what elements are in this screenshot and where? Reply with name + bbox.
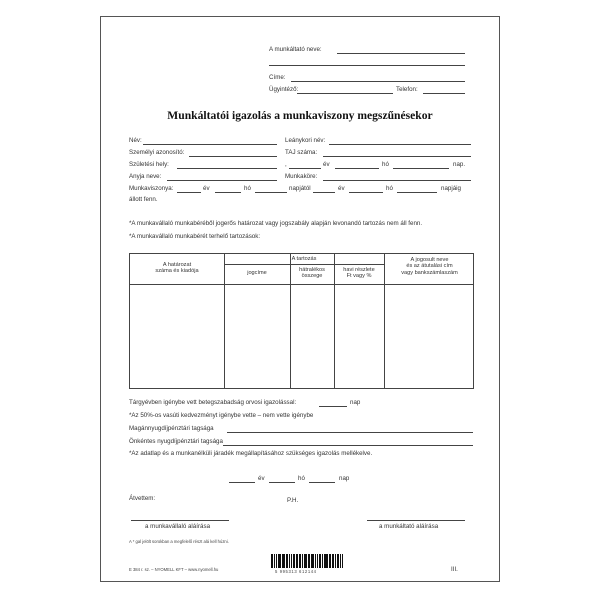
employment-end-year-label: év <box>338 185 345 192</box>
birth-month-line[interactable] <box>335 168 379 169</box>
barcode-bar <box>332 554 333 568</box>
employment-start-day-line[interactable] <box>255 192 287 193</box>
date-month-label: hó <box>298 475 305 482</box>
taj-line[interactable] <box>323 156 471 157</box>
barcode-image <box>271 554 344 568</box>
birth-day-label: nap. <box>453 161 466 168</box>
date-day-label: nap <box>339 475 350 482</box>
col-monthly-rate: havi részlete Ft vagy % <box>343 267 375 280</box>
col-debt-group: A tartozás <box>291 256 317 262</box>
birthplace-line[interactable] <box>177 168 277 169</box>
employment-start-month-label: hó <box>244 185 251 192</box>
barcode-bar <box>279 554 281 568</box>
sick-leave-label: Tárgyévben igénybe vett betegszabadság orvosi igazolással: <box>129 399 297 406</box>
barcode-bar <box>302 554 303 568</box>
received-label: Átvettem: <box>129 495 156 502</box>
private-pension-line[interactable] <box>227 432 473 433</box>
taj-label: TAJ száma: <box>285 149 318 156</box>
deductions-table <box>129 253 474 389</box>
name-line[interactable] <box>143 144 277 145</box>
birth-day-line[interactable] <box>393 168 449 169</box>
phone-line[interactable] <box>423 93 465 94</box>
employment-start-year-line[interactable] <box>177 192 201 193</box>
birth-month-label: hó <box>382 161 389 168</box>
barcode-bar <box>324 554 325 568</box>
barcode-bar <box>335 554 336 568</box>
voluntary-pension-line[interactable] <box>223 445 473 446</box>
employer-name-label: A munkáltató neve: <box>269 46 322 53</box>
discount-note: *Az 50%-os vasúti kedvezményt igénybe vette – nem vette igénybe <box>129 412 314 419</box>
private-pension-label: Magánnyugdíjpénztári tagsága <box>129 425 214 432</box>
date-year-label: év <box>258 475 265 482</box>
date-day-line[interactable] <box>309 482 335 483</box>
barcode-bar <box>338 554 339 568</box>
birth-year-line[interactable] <box>289 168 321 169</box>
employer-name-line[interactable] <box>337 53 465 54</box>
mother-name-line[interactable] <box>167 180 277 181</box>
comma-label: , <box>285 161 287 168</box>
workplace-label: Munkaköre: <box>285 173 318 180</box>
barcode-bar <box>342 554 343 568</box>
footnote: A * gal jelölt sorokban a megfelelő részt alá kell húzni. <box>129 539 229 544</box>
barcode-bar <box>320 554 321 568</box>
employment-end-month-line[interactable] <box>349 192 383 193</box>
barcode-bar <box>283 554 284 568</box>
employee-signature-line[interactable] <box>131 520 229 521</box>
employee-signature-label: a munkavállaló aláírása <box>145 523 211 530</box>
col-beneficiary: A jogosult neve és az átutalási cím vagy bankszámlaszám <box>401 257 458 276</box>
employment-start-month-line[interactable] <box>215 192 241 193</box>
barcode-bar <box>291 554 292 568</box>
form-sheet <box>100 16 500 582</box>
sick-leave-unit: nap <box>350 399 361 406</box>
personal-id-label: Személyi azonosító: <box>129 149 185 156</box>
print-code: E 384 r. sz. – NYOMELL KFT – www.nyomell.hu <box>129 567 219 572</box>
barcode-bar <box>287 554 288 568</box>
form-title: Munkáltatói igazolás a munkaviszony megszűnésekor <box>167 109 433 122</box>
barcode-bar <box>313 554 314 568</box>
page-number: III. <box>451 566 458 573</box>
col-decision: A határozat száma és kiadója <box>155 262 199 275</box>
barcode-bar <box>294 554 295 568</box>
name-label: Név: <box>129 137 142 144</box>
col-outstanding: hátralékos összege <box>299 267 325 280</box>
birth-year-label: év <box>323 161 330 168</box>
personal-id-line[interactable] <box>189 156 277 157</box>
contact-label: Ügyintéző: <box>269 86 299 93</box>
sick-leave-line[interactable] <box>319 406 347 407</box>
barcode-number: 5 995313 612144 <box>275 569 317 574</box>
col-legal-ground: jogcíme <box>247 270 267 276</box>
employer-signature-label: a munkáltató aláírása <box>379 523 439 530</box>
voluntary-pension-label: Önkéntes nyugdíjpénztári tagsága <box>129 438 223 445</box>
employment-label: Munkaviszonya: <box>129 185 174 192</box>
barcode-bar <box>305 554 306 568</box>
stood-label: állott fenn. <box>129 196 158 203</box>
date-year-line[interactable] <box>229 482 255 483</box>
barcode-bar <box>327 554 328 568</box>
maiden-name-line[interactable] <box>329 144 471 145</box>
barcode-bar <box>276 554 277 568</box>
contact-line[interactable] <box>297 93 393 94</box>
employment-end-year-line[interactable] <box>313 192 335 193</box>
employment-end-month-label: hó <box>386 185 393 192</box>
address-line[interactable] <box>291 81 465 82</box>
workplace-line[interactable] <box>323 180 471 181</box>
barcode-bar <box>299 554 300 568</box>
employment-start-year-label: év <box>203 185 210 192</box>
address-label: Címe: <box>269 74 286 81</box>
date-month-line[interactable] <box>269 482 295 483</box>
attachment-note: *Az adatlap és a munkanélküli járadék megállapításához szükséges igazolás mellékelve. <box>129 450 373 457</box>
note-no-deduction: *A munkavállaló munkabéréből jogerős határozat vagy jogszabály alapján levonandó tartozás nem áll fenn. <box>129 220 423 227</box>
from-day-label: napjától <box>289 185 311 192</box>
barcode-bar <box>317 554 318 568</box>
to-day-label: napjáig <box>441 185 461 192</box>
employment-end-day-line[interactable] <box>397 192 437 193</box>
phone-label: Telefon: <box>396 86 418 93</box>
barcode-bar <box>272 554 273 568</box>
employer-signature-line[interactable] <box>367 520 465 521</box>
employer-name-line-2[interactable] <box>269 65 465 66</box>
birthplace-label: Születési hely: <box>129 161 169 168</box>
mother-name-label: Anyja neve: <box>129 173 162 180</box>
stamp-place: P.H. <box>287 497 299 504</box>
maiden-name-label: Leánykori név: <box>285 137 326 144</box>
barcode-bar <box>309 554 310 568</box>
note-deductions: *A munkavállaló munkabérét terhelő tartozások: <box>129 233 261 240</box>
